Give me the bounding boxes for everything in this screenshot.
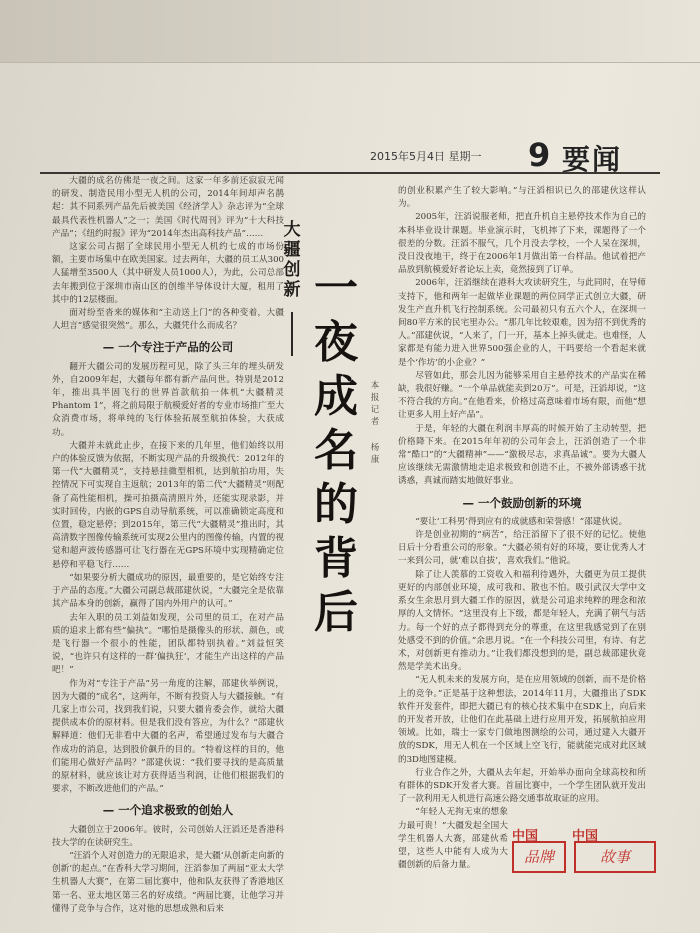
body-paragraph: 尽管如此，那会儿因为能够采用自主悬停技术的产品实在稀缺，我很好赚。“一个单品就能卖到20万”。可是，汪滔却说，“这不符合我的方向。”在他看来，价格过高意味着市场有限，而他“想让更多人用上好产品”。 <box>398 370 646 421</box>
body-paragraph: “要让‘工科男’得到应有的成就感和荣誉感！”邵建伙说。 <box>415 516 628 527</box>
headline: 一夜成名的背后 <box>314 263 358 638</box>
byline-name: 杨 康 <box>370 443 380 465</box>
intro-paragraph: 大疆的成名仿佛是一夜之间。这家一年多前还寂寂无闻的研发、制造民用小型无人机的公司，2014年间却声名鹊起：其不同系列产品先后被美国《经济学人》杂志评为“全球最具代表性机器人”之一；美国《时代周刊》评为“十大科技产品”；《纽约时报》评为“2014年杰出高科技产品”…… <box>52 176 284 239</box>
body-paragraph: “无人机未来的发展方向，是在应用领域的创新，而不是价格上的竞争。”正是基于这种想法，2014年11月，大疆推出了SDK软件开发套件，即把大疆已有的核心技术集中在SDK上，向后来的开发者开放，让他们在此基础上进行应用开发，拓展航拍应用领域。比如，瑞士一家专门做地图测绘的公司，通过建入大疆开放的SDK，用无人机在一个区域上空飞行，能就能完成对此区域的3D地图建模。 <box>398 675 646 765</box>
ad-story-box: 故事 <box>574 841 656 873</box>
masthead <box>350 136 660 176</box>
left-column <box>52 175 284 933</box>
page-number: 9 <box>528 136 551 174</box>
masthead-rule <box>40 172 660 174</box>
kicker-dash <box>291 312 293 356</box>
body-paragraph: 2005年，汪滔说服老师，把直升机自主悬停技术作为自己的本科毕业设计课题。毕业演示时，飞机摔了下来，课题得了一个很差的分数。汪滔不服气，几个月没去学校，一个人呆在深圳，没日没夜地干，终于在2006年1月做出第一台样品。他试着把产品放到航模爱好者论坛上卖，竟然接到了订单。 <box>398 212 646 276</box>
previous-page-edge <box>0 0 700 63</box>
body-paragraph: 翻开大疆公司的发展历程可见，除了头三年的埋头研发外，自2009年起，大疆每年都有新产品问世。特别是2012年，推出具半固飞行的世界首款航拍一体机“大疆精灵Phantom 1”，将之前局限于航模爱好者的专业市场推广至大众消费市场，将单纯的飞行体验拓展至航拍体验，大获成功。 <box>52 361 284 438</box>
body-paragraph: 大疆并未就此止步，在接下来的几年里，他们始终以用户的体验反馈为依据，不断实现产品的升级换代：2012年的第一代“大疆精灵”，支持悬挂微型相机，达到航拍功用，失控情况下可实现自主返航；2013年的第二代“大疆精灵”则配备了高性能相机，操可拍摄高清照片外，还能实现录影，并实时回传，内嵌的GPS自动导航系统，可以准确锁定高度和位置，稳定悬停；到2015年，第三代“大疆精灵”推出时，其高清数字图像传输系统可实现2公里内的图像传输，内置的视觉和超声波传感器可让飞行器在无GPS环境中实现精确定位悬停和平稳飞行…… <box>52 440 284 570</box>
body-paragraph: 许是创业初期的“病苦”，给汪滔留下了很不好的记忆。使他日后十分看重公司的形象。“大疆必须有好的环境，要让优秀人才一来到公司，就‘难以自拔’，喜欢我们。”他说。 <box>398 530 646 567</box>
ad-brand-label: 中国 <box>572 829 599 844</box>
intro-paragraph: 面对纷至沓来的媒体和“主动送上门”的各种变着，大疆人坦言“感觉很突然”。那么，大疆凭什么而成名？ <box>52 308 284 332</box>
body-paragraph: “汪滔个人对创造力的无限追求，是大疆‘从创新走向新的创新’的起点。”在香科大学习期间，汪滔参加了两届“亚太大学生机器人大赛”，在第二届比赛中，他和队友获得了香港地区第一名、亚太地区第三名的好成绩。“两届比赛，让他学习并懂得了竞争与合作，这对他的思想成熟和后来 <box>52 850 284 914</box>
body-paragraph: 作为对“专注于产品”另一角度的注解，邵建伙举例说，因为大疆的“成名”，这两年，不断有投资人与大疆接触。“有几家上市公司，找到我们说，只要大疆肯委会作，就给大疆提供成本价的原材料。但是我们没有答应，为什么？”邵建伙解释道：他们无非看中大疆的名声，希望通过发布与大疆合作成功的消息，达到股价飙升的目的。“特着这样的目的，他们能用心做好产品吗？”邵建伙说：“我们要寻找的是高质量的原材料，就应该让对方获得适当利润，让他们根据我们的要求，不断改进他们的产品。” <box>52 678 284 795</box>
body-paragraph: 2006年，汪滔继续在港科大攻读研究生，与此同时，在导师支持下，他和两年一起做毕业课题的两位同学正式创立大疆，研发生产直升机飞行控制系统。公司最初只有五六个人，在深圳一间80平方米的民宅里办公。“那几年比较艰难，因为招不到优秀的人。”邵建伙说，“人来了，门一开，基本上掉头就走。也难怪，人家都是有能力进入世界500强企业的人，干吗要给一个看起来就是个‘作坊’的小企业？” <box>398 278 646 368</box>
body-paragraph: “年轻人无拘无束的想象力最可贵！”大疆发起全国大学生机器人大赛，邵建伙希望，这些人中能有人成为大疆创新的后备力量。 <box>398 807 508 871</box>
section-name: 要闻 <box>562 143 623 176</box>
byline <box>368 380 382 466</box>
byline-label: 本报记者 <box>370 381 380 427</box>
brand-story-ad <box>512 825 662 883</box>
body-paragraph: 于是，年轻的大疆在利润丰厚高的时候开始了主动转型，把价格降下来。在2015年年初的公司年会上，汪滔创造了一个非常“酷口”的“大疆精神”——“激极尽志，求真品诚”。要为大疆人应该继续无需激情地走追求极致和创造不止，不被外部诱惑干扰诱惑，真诚而踏实地做好事业。 <box>398 423 646 487</box>
kicker-title: 大疆创新 <box>283 220 301 300</box>
ad-brand-box: 品牌 <box>512 841 566 873</box>
body-paragraph: 大疆创立于2006年。彼时，公司创始人汪滔还是香港科技大学的在读研究生。 <box>52 824 284 848</box>
ad-brand-label: 中国 <box>512 829 539 844</box>
section-title-product: — 一个专注于产品的公司 <box>52 341 284 354</box>
body-paragraph: 除了让人羡慕的工资收入和福利待遇外，大疆更为员工提供更好的内部创业环境，成可我和、散也不怕。吸引武汉大学中文系女生余思月到大疆工作的原因，就是公司追求纯粹的理念和浓厚的人文情怀。“这里没有上下级，都是年轻人，充满了朝气与活力。每一个好的点子都得到充分的尊重，在这里我感觉到了在别处感受不到的价值。”余思月说。“在一个科技公司里，有诗、有艺术，对创新更有推动力。”让我们都没想到的是，副总裁邵建伙竟然是学美术出身。 <box>398 569 646 673</box>
issue-date: 2015年5月4日 星期一 <box>370 150 482 163</box>
body-paragraph: 的创业积累产生了较大影响。”与汪滔相识已久的邵建伙这样认为。 <box>398 186 646 210</box>
section-title-environment: — 一个鼓励创新的环境 <box>398 497 646 510</box>
intro-paragraph: 这家公司占据了全球民用小型无人机约七成的市场份额，主要市场集中在欧美国家。过去两年，大疆的员工从300人猛增至3500人（其中研发人员1000人），为此，公司总部去年搬到位于深圳市南山区的创维半导体设计大厦，租用了其中的12层楼面。 <box>52 242 284 305</box>
body-paragraph: 去年入职的员工刘益如发现，公司里的员工，在对产品质的追求上都有些“偏执”。“哪怕是摄像头的形状、颜色，或是飞行器一个很小的性能，团队都特别执着。”刘益恒笑说，“也许只有这样的一群‘偏执狂’，才能生产出这样的产品吧！” <box>52 612 284 676</box>
body-paragraph: 行业合作之外，大疆从去年起，开始举办面向全球高校和所有群体的SDK开发者大赛。首届比赛中，一个学生团队就开发出了一款利用无人机进行高速公路交通事故取证的应用。 <box>398 767 646 805</box>
body-paragraph: “如果要分析大疆成功的原因，最重要的，是它始终专注于产品的态度。”大疆公司副总裁邵建伙说，“大疆完全是依靠其产品本身的创新，赢得了国内外用户的认可。” <box>52 572 284 610</box>
section-title-founder: — 一个追求极致的创始人 <box>52 804 284 817</box>
right-column <box>398 185 646 933</box>
